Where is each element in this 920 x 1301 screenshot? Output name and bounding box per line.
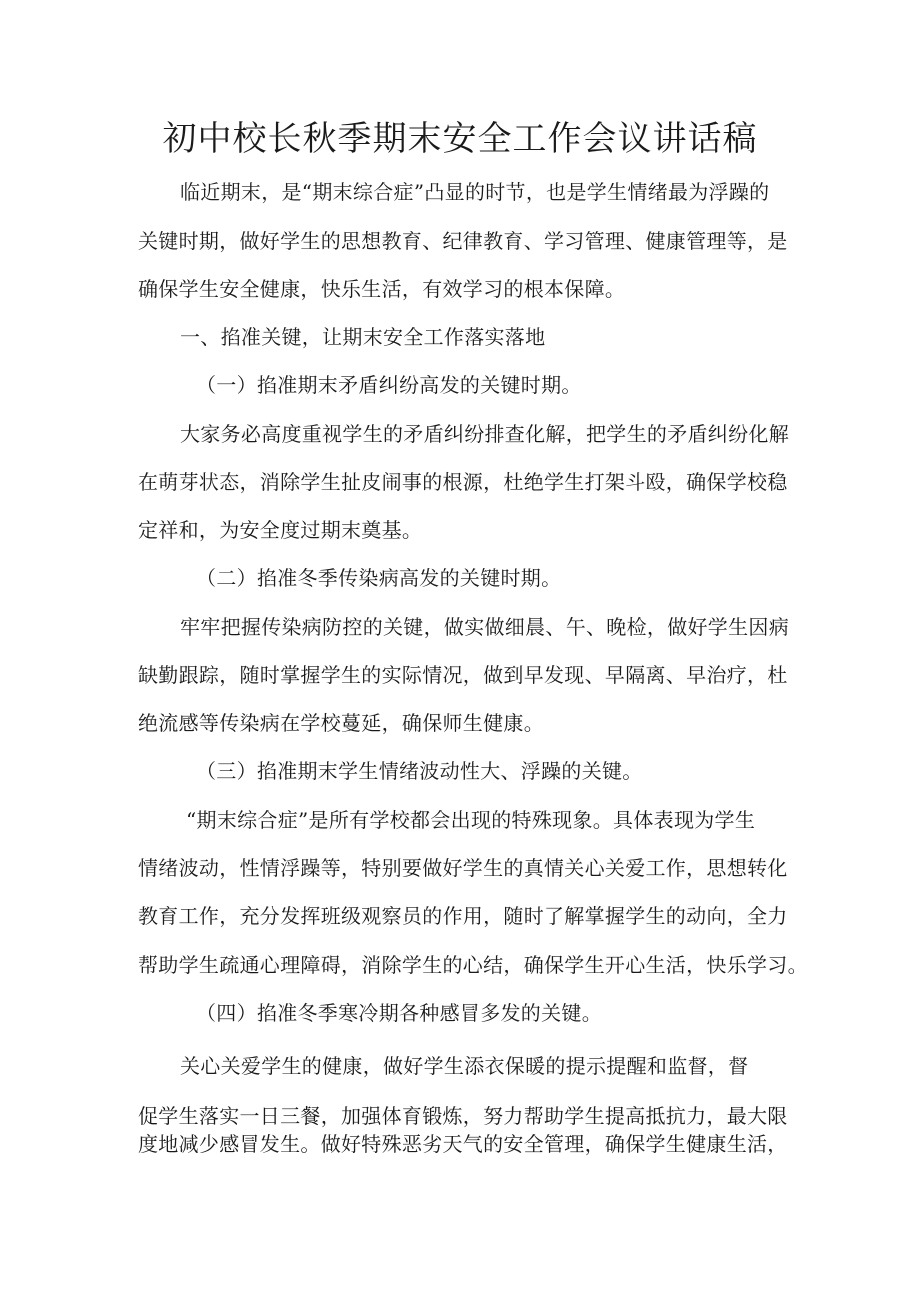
paragraph-line: 帮助学生疏通心理障碍，消除学生的心结，确保学生开心生活，快乐学习。 [138, 953, 808, 977]
subsection-heading: （二）掐准冬季传染病高发的关键时期。 [196, 566, 562, 590]
paragraph-line: 确保学生安全健康，快乐生活，有效学习的根本保障。 [138, 277, 626, 301]
paragraph-line: 定祥和，为安全度过期末奠基。 [138, 518, 423, 542]
paragraph-line: “期末综合症”是所有学校都会出现的特殊现象。具体表现为学生 [186, 808, 756, 832]
paragraph-line: 关键时期，做好学生的思想教育、纪律教育、学习管理、健康管理等，是 [138, 229, 788, 253]
paragraph-line: 临近期末，是“期末综合症”凸显的时节，也是学生情绪最为浮躁的 [180, 180, 770, 204]
subsection-heading: （四）掐准冬季寒冷期各种感冒多发的关键。 [196, 1001, 602, 1025]
paragraph-line: 教育工作，充分发挥班级观察员的作用，随时了解掌握学生的动向，全力 [138, 904, 788, 928]
section-heading: 一、掐准关键，让期末安全工作落实落地 [180, 325, 546, 349]
paragraph-line: 大家务必高度重视学生的矛盾纠纷排查化解，把学生的矛盾纠纷化解 [180, 422, 789, 446]
paragraph-line: 情绪波动，性情浮躁等，特别要做好学生的真情关心关爱工作，思想转化 [138, 856, 788, 880]
paragraph-line: 促学生落实一日三餐，加强体育锻炼，努力帮助学生提高抵抗力，最大限 [138, 1104, 788, 1128]
paragraph-line: 关心关爱学生的健康，做好学生添衣保暖的提示提醒和监督，督 [180, 1054, 749, 1078]
subsection-heading: （一）掐准期末矛盾纠纷高发的关键时期。 [196, 373, 582, 397]
page-title: 初中校长秋季期末安全工作会议讲话稿 [162, 119, 758, 159]
subsection-heading: （三）掐准期末学生情绪波动性大、浮躁的关键。 [196, 759, 643, 783]
paragraph-line: 度地减少感冒发生。做好特殊恶劣天气的安全管理，确保学生健康生活， [138, 1132, 788, 1156]
paragraph-line: 缺勤跟踪，随时掌握学生的实际情况，做到早发现、早隔离、早治疗，杜 [138, 663, 788, 687]
paragraph-line: 在萌芽状态，消除学生扯皮闹事的根源，杜绝学生打架斗殴，确保学校稳 [138, 470, 788, 494]
paragraph-line: 绝流感等传染病在学校蔓延，确保师生健康。 [138, 711, 544, 735]
paragraph-line: 牢牢把握传染病防控的关键，做实做细晨、午、晚检，做好学生因病 [180, 615, 789, 639]
